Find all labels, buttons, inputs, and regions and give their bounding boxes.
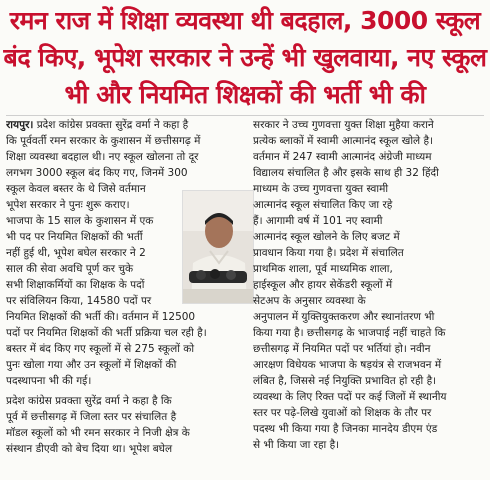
speaker-photo [182, 190, 254, 304]
speaker-photo-illustration [183, 191, 253, 303]
headline-line-3: भी और नियमित शिक्षकों की भर्ती भी की [64, 80, 426, 109]
article-line: मॉडल स्कूलों को भी रमन सरकार ने निजी क्षेत्र के [6, 427, 190, 439]
headline-line-1: रमन राज में शिक्षा व्यवस्था थी बदहाल, 3000 स्कूल [9, 6, 481, 35]
article-line: आत्मानंद स्कूल खोलने के लिए बजट में [253, 231, 400, 243]
headline-divider [6, 115, 484, 116]
dateline: रायपुर। [6, 119, 34, 131]
article-line: लगभग 3000 स्कूल बंद किए गए, जिनमें 300 [6, 167, 188, 179]
article-line: भी पद पर नियमित शिक्षकों की भर्ती [6, 231, 143, 243]
article-line: सेटअप के अनुसार व्यवस्था के [253, 295, 366, 307]
article-line: आरक्षण विधेयक भाजपा के षड़यंत्र से राजभवन में [253, 359, 442, 371]
article-line: लंबित है, जिससे नई नियुक्ति प्रभावित हो रही है। [253, 375, 437, 387]
article-line: नियमित शिक्षकों की भर्ती की। वर्तमान में 12500 [6, 311, 196, 323]
article-line: पुनः खोला गया और उन स्कूलों में शिक्षकों की [6, 359, 177, 371]
article-line: नहीं हुई थी, भूपेश बघेल सरकार ने 2 [6, 247, 146, 259]
article-line: पदस्थ भी किया गया है जिनका मानदेय डीएम एंड [253, 423, 438, 435]
article-line: कि पूर्ववर्ती रमन सरकार के कुशासन में छत्तीसगढ़ में [6, 135, 201, 147]
article-line: माध्यम के उच्च गुणवत्ता युक्त स्वामी [253, 183, 389, 195]
article-line: वर्तमान में 247 स्वामी आत्मानंद अंग्रेजी माध्यम [253, 151, 432, 163]
article-line: सरकार ने उच्च गुणवत्ता युक्त शिक्षा मुहैया कराने [253, 119, 434, 131]
article-line: भाजपा के 15 साल के कुशासन में एक [6, 215, 154, 227]
article-line: प्राथमिक शाला, पूर्व माध्यमिक शाला, [253, 263, 393, 275]
article-line: छत्तीसगढ़ में नियमित पदों पर भर्तियां हो। नवीन [253, 343, 431, 355]
article-line: सभी शिक्षाकर्मियों का शिक्षक के पदों [6, 279, 145, 291]
article-line: से भी किया जा रहा है। [253, 439, 340, 451]
article-line: स्कूल केवल बस्तर के थे जिसे वर्तमान [6, 183, 146, 195]
article-line: किया गया है। छत्तीसगढ़ के भाजपाई नहीं चाहते कि [253, 327, 446, 339]
headline-line-2: बंद किए, भूपेश सरकार ने उन्हें भी खुलवाया, नए स्कूल [3, 43, 487, 72]
article-line: प्रावधान किया गया है। प्रदेश में संचालित [253, 247, 404, 259]
article-line: स्तर पर पढ़े-लिखे युवाओं को शिक्षक के तौर पर [253, 407, 432, 419]
article-line: आत्मानंद स्कूल संचालित किए जा रहे [253, 199, 393, 211]
article-line: विद्यालय संचालित है और इसके साथ ही 32 हिंदी [253, 167, 439, 179]
article-line: शिक्षा व्यवस्था बदहाल थी। नए स्कूल खोलना तो दूर [6, 151, 199, 163]
article-line: संस्थान डीएवी को बेच दिया था। भूपेश बघेल [6, 443, 173, 455]
article-line: पदों पर नियमित शिक्षकों की भर्ती प्रक्रिया चल रही है। [6, 327, 207, 339]
article-line: प्रत्येक ब्लाकों में स्वामी आत्मानंद स्कूल खोले है। [253, 135, 434, 147]
headline [0, 2, 490, 113]
article-line: व्यवस्था के लिए रिक्त पदों पर कई जिलों में स्थानीय [253, 391, 447, 403]
article-line: हाईस्कूल और हायर सेकेंडरी स्कूलों में [253, 279, 393, 291]
article-line: भूपेश सरकार ने पुनः शुरू कराए। [6, 199, 130, 211]
article-line: बस्तर में बंद किए गए स्कूलों में से 275 स्कूलों को [6, 343, 195, 355]
article-line: पूर्व में छत्तीसगढ़ में जिला स्तर पर संचालित है [6, 411, 177, 423]
article-line: प्रदेश कांग्रेस प्रवक्ता सुरेंद्र वर्मा ने कहा है कि [6, 395, 172, 407]
right-column [253, 117, 486, 453]
article-line: अनुपालन में युक्तियुक्तकरण और स्थानांतरण भी [253, 311, 435, 323]
article-line: हैं। आगामी वर्ष में 101 नए स्वामी [253, 215, 383, 227]
article-line: पर संविलियन किया, 14580 पदों पर [6, 295, 152, 307]
article-line: साल की सेवा अवधि पूर्ण कर चुके [6, 263, 134, 275]
article-line: पदस्थापना भी की गई। [6, 375, 92, 387]
article-line: रायपुर। प्रदेश कांग्रेस प्रवक्ता सुरेंद्र वर्मा ने कहा है [6, 119, 189, 131]
